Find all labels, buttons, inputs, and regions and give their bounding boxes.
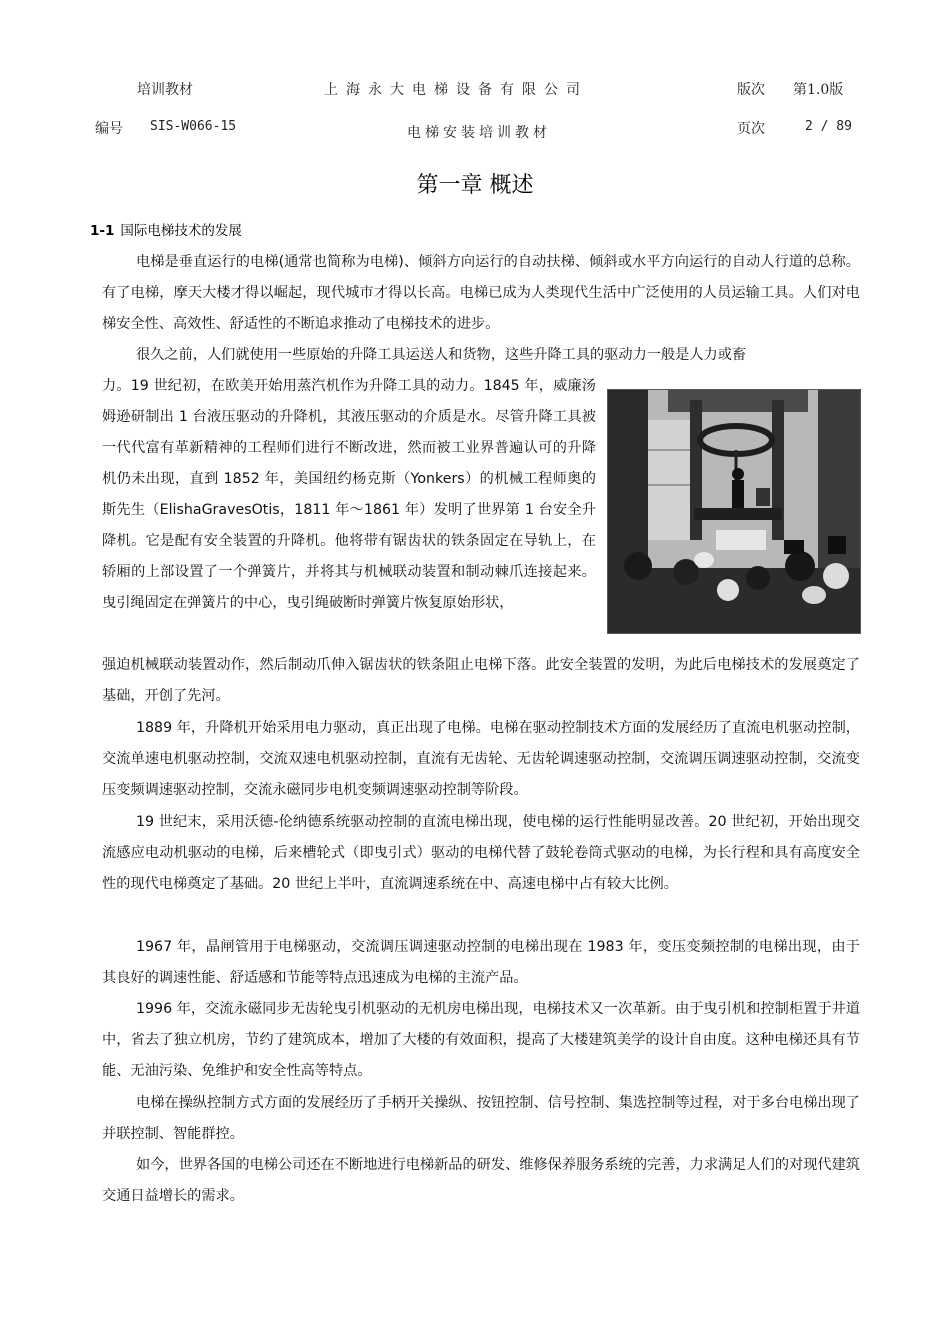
paragraph-1996: 1996 年，交流永磁同步无齿轮曳引机驱动的无机房电梯出现，电梯技术又一次革新。由于曳引机和控制柜置于井道中，省去了独立机房，节约了建筑成本，增加了大楼的有效面积，提高了大楼建筑美学的设计自由度。这种电梯还具有节能、无油污染、免维护和安全性高等特点。 (102, 1001, 860, 1079)
manual-title: 电梯安装培训教材 (407, 125, 551, 141)
paragraph-history-line1: 很久之前，人们就使用一些原始的升降工具运送人和货物，这些升降工具的驱动力一般是人力或畜 (136, 347, 747, 363)
code-label: 编号 (95, 121, 123, 137)
version-value: 第1.0版 (793, 82, 844, 98)
version-label: 版次 (737, 82, 765, 98)
code-value: SIS-W066-15 (150, 119, 237, 134)
page-label: 页次 (737, 121, 765, 137)
paragraph-history-tail: 强迫机械联动装置动作，然后制动爪伸入锯齿状的铁条阻止电梯下落。此安全装置的发明，为此后电梯技术的发展奠定了基础，开创了先河。 (102, 657, 860, 704)
company-name: 上海永大电梯设备有限公司 (324, 82, 588, 98)
section-title: 国际电梯技术的发展 (120, 223, 242, 239)
paragraph-control-methods: 电梯在操纵控制方式方面的发展经历了手柄开关操纵、按钮控制、信号控制、集选控制等过程，对于多台电梯出现了并联控制、智能群控。 (102, 1095, 860, 1142)
chapter-title: 第一章 概述 (416, 173, 534, 198)
paragraph-history-wrap: 力。19 世纪初，在欧美开始用蒸汽机作为升降工具的动力。1845 年，威廉汤姆逊研制出 1 台液压驱动的升降机，其液压驱动的介质是水。尽管升降工具被一代代富有革新精神的工程师们进行不断改进，然而被工业界普遍认可的升降机仍未出现，直到 1852 年，美国纽约杨克斯（Yonkers）的机械工程师奥的斯先生（ElishaGravesOtis，1811 年～1861 年）发明了世界第 1 台安全升降机。它是配有安全装置的升降机。他将带有锯齿状的铁条固定在导轨上，在轿厢的上部设置了一个弹簧片，并将其与机械联动装置和制动棘爪连接起来。曳引绳固定在弹簧片的中心，曳引绳破断时弹簧片恢复原始形状， (102, 378, 596, 611)
paragraph-1967: 1967 年，晶闸管用于电梯驱动，交流调压调速驱动控制的电梯出现在 1983 年，变压变频控制的电梯出现，由于其良好的调速性能、舒适感和节能等特点迅速成为电梯的主流产品。 (102, 939, 860, 986)
section-number: 1-1 (90, 223, 115, 239)
paragraph-definition: 电梯是垂直运行的电梯(通常也简称为电梯)、倾斜方向运行的自动扶梯、倾斜或水平方向运行的自动人行道的总称。有了电梯，摩天大楼才得以崛起，现代城市才得以长高。电梯已成为人类现代生活中广泛使用的人员运输工具。人们对电梯安全性、高效性、舒适性的不断追求推动了电梯技术的进步。 (102, 254, 860, 332)
paragraph-today: 如今，世界各国的电梯公司还在不断地进行电梯新品的研发、维修保养服务系统的完善，力求满足人们的对现代建筑交通日益增长的需求。 (102, 1157, 860, 1204)
paragraph-electric-drive: 1889 年，升降机开始采用电力驱动，真正出现了电梯。电梯在驱动控制技术方面的发展经历了直流电机驱动控制，交流单速电机驱动控制，交流双速电机驱动控制，直流有无齿轮、无齿轮调速驱动控制，交流调压调速驱动控制，交流变压变频调速驱动控制，交流永磁同步电机变频调速驱动控制等阶段。 (102, 720, 860, 798)
doc-type-label: 培训教材 (137, 82, 193, 98)
section-heading (90, 219, 242, 239)
otis-demonstration-illustration (607, 389, 861, 634)
page-number: 2 / 89 (805, 119, 852, 134)
paragraph-19th-20th-century: 19 世纪末，采用沃德-伦纳德系统驱动控制的直流电梯出现，使电梯的运行性能明显改善。20 世纪初，开始出现交流感应电动机驱动的电梯，后来槽轮式（即曳引式）驱动的电梯代替了鼓轮卷筒式驱动的电梯，为长行程和具有高度安全性的现代电梯奠定了基础。20 世纪上半叶，直流调速系统在中、高速电梯中占有较大比例。 (102, 814, 860, 892)
illustration-drawing (608, 390, 860, 633)
